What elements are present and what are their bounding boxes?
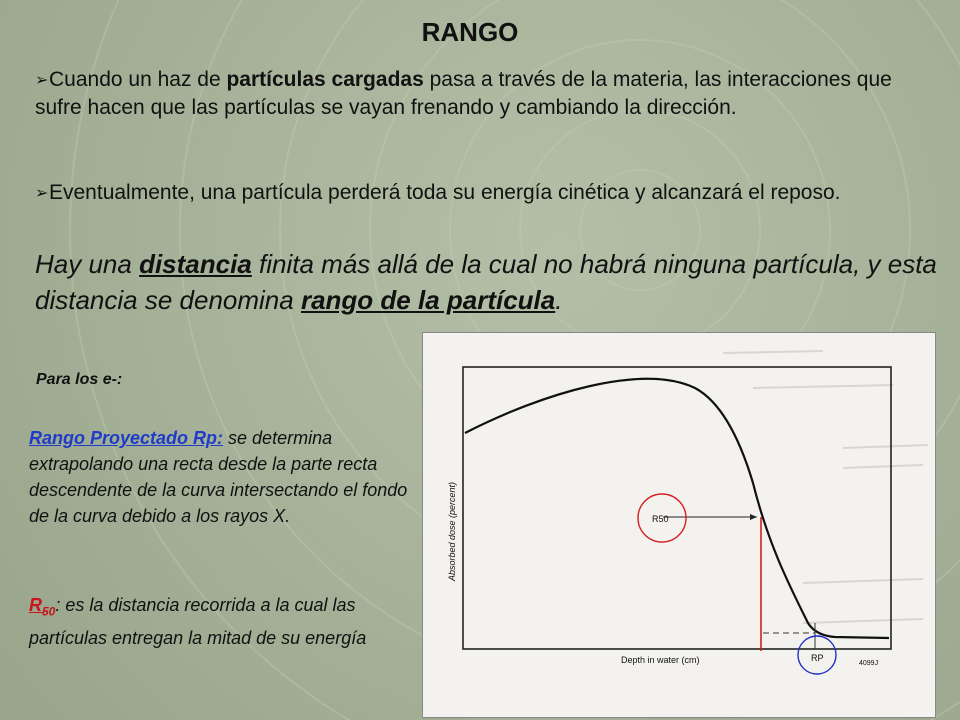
rp-definition: [29, 425, 419, 529]
bullet2-text: Eventualmente, una partícula perderá toda su energía cinética y alcanzará el reposo.: [49, 181, 841, 204]
range-statement: [35, 246, 945, 318]
r50-definition: [29, 592, 419, 651]
bullet-rest: [35, 179, 935, 207]
depth-dose-plot: [423, 333, 935, 717]
term-rango: rango de la partícula: [300, 285, 556, 315]
figure-code: 4099J: [859, 660, 879, 667]
r50-label: [29, 595, 56, 619]
bullet1-bold: partículas cargadas: [226, 68, 424, 91]
bullet1-before: Cuando un haz de: [49, 68, 227, 91]
arrow-bullet-icon: ➢: [35, 72, 49, 89]
y-axis-label: Absorbed dose (percent): [447, 481, 457, 581]
term-distancia: distancia: [139, 249, 252, 279]
r50-label-main: R: [29, 595, 42, 615]
electrons-label: Para los e-:: [36, 371, 123, 388]
rp-text: se determina extrapolando una recta desde la parte recta descendente de la curva intersectando el fondo de la curva debido a los rayos X.: [29, 428, 408, 526]
depth-dose-figure: [423, 333, 935, 717]
rp-marker: RP: [811, 653, 824, 663]
r50-label-sub: 50: [42, 604, 56, 619]
r50-marker: R50: [652, 514, 669, 524]
x-axis-label: Depth in water (cm): [621, 655, 700, 665]
statement-part1: Hay una: [35, 249, 140, 279]
arrow-bullet-icon: ➢: [35, 185, 49, 202]
bullet-charged-particles: [35, 66, 935, 121]
statement-part2: finita más allá de la cual no habrá ninguna partícula, y esta distancia se denomina: [35, 249, 937, 315]
bullet1-after: pasa a través de la materia, las interacciones que sufre hacen que las partículas se vayan frenando y cambiando la dirección.: [35, 68, 892, 119]
dose-curve: [465, 379, 889, 638]
statement-part3: .: [555, 285, 563, 315]
r50-text: : es la distancia recorrida a la cual las partículas entregan la mitad de su energía: [29, 595, 367, 648]
slide-title: RANGO: [421, 17, 519, 47]
rp-label: Rango Proyectado Rp:: [29, 428, 224, 448]
